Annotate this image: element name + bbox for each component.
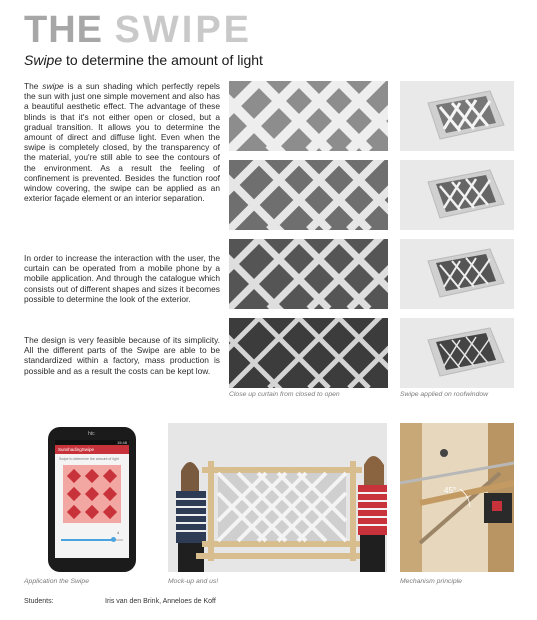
description-paragraph-1 xyxy=(24,81,220,203)
angle-label: 45° xyxy=(444,486,457,495)
slider-value: 4 xyxy=(117,530,120,535)
roofwindow-photo-2 xyxy=(400,160,514,230)
p1-text: is a sun shading which perfectly repels the sun with just one simple movement and also has a beautiful aesthetic effect. The advantage of these blinds is that it's not either open or closed, but a gradual transition. It allows you to determine the amount of direct and diffuse light. Even when the swipe is completely closed, by the transparency of the material, you're still able to see the contours of the environment. As a result the feeling of confinement is prevented. Besides the function roof window covering, the swipe can be applied as an exterior façade element or an interior separation. xyxy=(24,81,220,204)
caption-app: Application the Swipe xyxy=(24,578,89,585)
app-title-bar: SunshadingSwipe xyxy=(55,445,129,454)
students-label: Students: xyxy=(24,598,54,605)
roofwindow-photo-4 xyxy=(400,318,514,388)
slider-fill xyxy=(61,539,113,541)
mechanism-photo xyxy=(400,423,514,572)
app-pattern-preview[interactable] xyxy=(63,465,121,523)
app-subtitle: Swipe to determine the amount of light xyxy=(59,457,119,461)
closeup-curtain-partly-open xyxy=(229,160,388,230)
roofwindow-photo-1 xyxy=(400,81,514,151)
closeup-curtain-half-open xyxy=(229,239,388,309)
closeup-curtain-open xyxy=(229,318,388,388)
app-pattern-graphic xyxy=(63,465,121,523)
status-time: 15:48 xyxy=(116,440,127,445)
students-names: Iris van den Brink, Anneloes de Koff xyxy=(105,598,216,605)
subtitle-text: to determine the amount of light xyxy=(62,52,263,68)
page-subtitle xyxy=(24,52,263,68)
page-title xyxy=(24,10,252,50)
phone-device xyxy=(48,427,136,572)
mockup-photo xyxy=(168,423,387,572)
closeup-curtain-closed xyxy=(229,81,388,151)
title-part-the: THE xyxy=(24,9,115,51)
description-paragraph-3: The design is very feasible because of its simplicity. All the different parts of the Swipe are able to be standardized within a factory, mass production is possible and as a result the costs can be kept low. xyxy=(24,335,220,376)
p1-intro: The xyxy=(24,81,43,91)
phone-brand: htc xyxy=(88,431,95,437)
description-paragraph-2: In order to increase the interaction with the user, the curtain can be operated from a mobile phone by a mobile application. And through the catalogue which consists out of different shapes and sizes it becomes possible to determine the look of the exterior. xyxy=(24,253,220,304)
roofwindow-photo-3 xyxy=(400,239,514,309)
slider-handle[interactable] xyxy=(111,537,116,542)
title-part-swipe: SWIPE xyxy=(114,9,253,51)
phone-screen xyxy=(55,440,129,558)
p1-emphasis: swipe xyxy=(42,81,64,91)
subtitle-emphasis: Swipe xyxy=(24,52,63,68)
caption-mechanism: Mechanism principle xyxy=(400,578,462,585)
caption-closeup: Close up curtain from closed to open xyxy=(229,391,340,398)
opacity-slider[interactable] xyxy=(61,539,123,541)
caption-mockup: Mock-up and us! xyxy=(168,578,219,585)
caption-roofwindow: Swipe applied on roofwindow xyxy=(400,391,489,398)
